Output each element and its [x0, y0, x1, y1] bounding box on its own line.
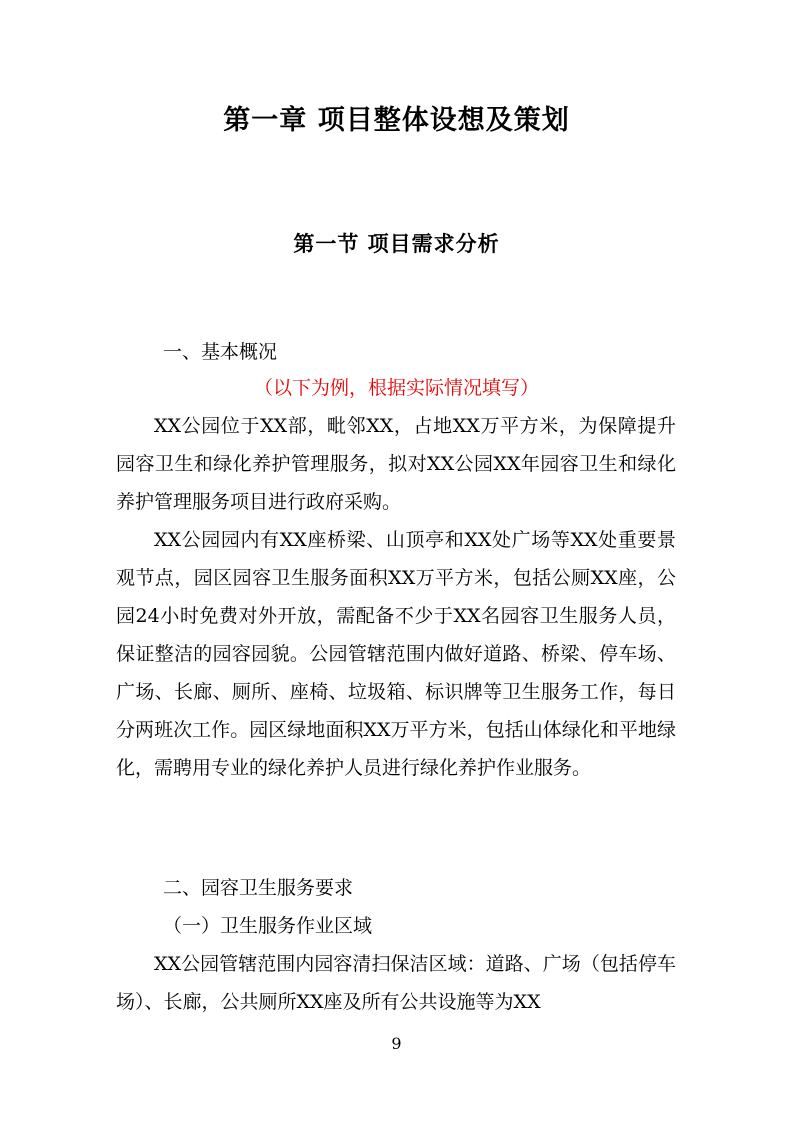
fill-in-note: （以下为例，根据实际情况填写）: [253, 377, 539, 399]
paragraph-park-location: XX公园位于XX部，毗邻XX，占地XX万平方米，为保障提升园容卫生和绿化养护管理服务，拟对XX公园XX年园容卫生和绿化养护管理服务项目进行政府采购。: [116, 415, 676, 513]
chapter-title: 第一章 项目整体设想及策划: [223, 105, 570, 136]
paragraph-cleaning-area: XX公园管辖范围内园容清扫保洁区域：道路、广场（包括停车场）、长廊，公共厕所XX座及所有公共设施等为XX: [116, 953, 676, 1013]
paragraph-park-facilities: XX公园园内有XX座桥梁、山顶亭和XX处广场等XX处重要景观节点，园区园容卫生服务面积XX万平方米，包括公厕XX座，公园24小时免费对外开放，需配备不少于XX名园容卫生服务人员，保证整洁的园容园貌。公园管辖范围内做好道路、桥梁、停车场、广场、长廊、厕所、座椅、垃圾箱、标识牌等卫生服务工作，每日分两班次工作。园区绿地面积XX万平方米，包括山体绿化和平地绿化，需聘用专业的绿化养护人员进行绿化养护作业服务。: [116, 529, 676, 779]
section-title: 第一节 项目需求分析: [293, 231, 500, 256]
page-number: 9: [391, 1034, 402, 1053]
subheading-service-area: （一）卫生服务作业区域: [163, 915, 373, 937]
heading-basic-overview: 一、基本概况: [163, 341, 278, 363]
heading-sanitation-requirements: 二、园容卫生服务要求: [163, 877, 354, 899]
